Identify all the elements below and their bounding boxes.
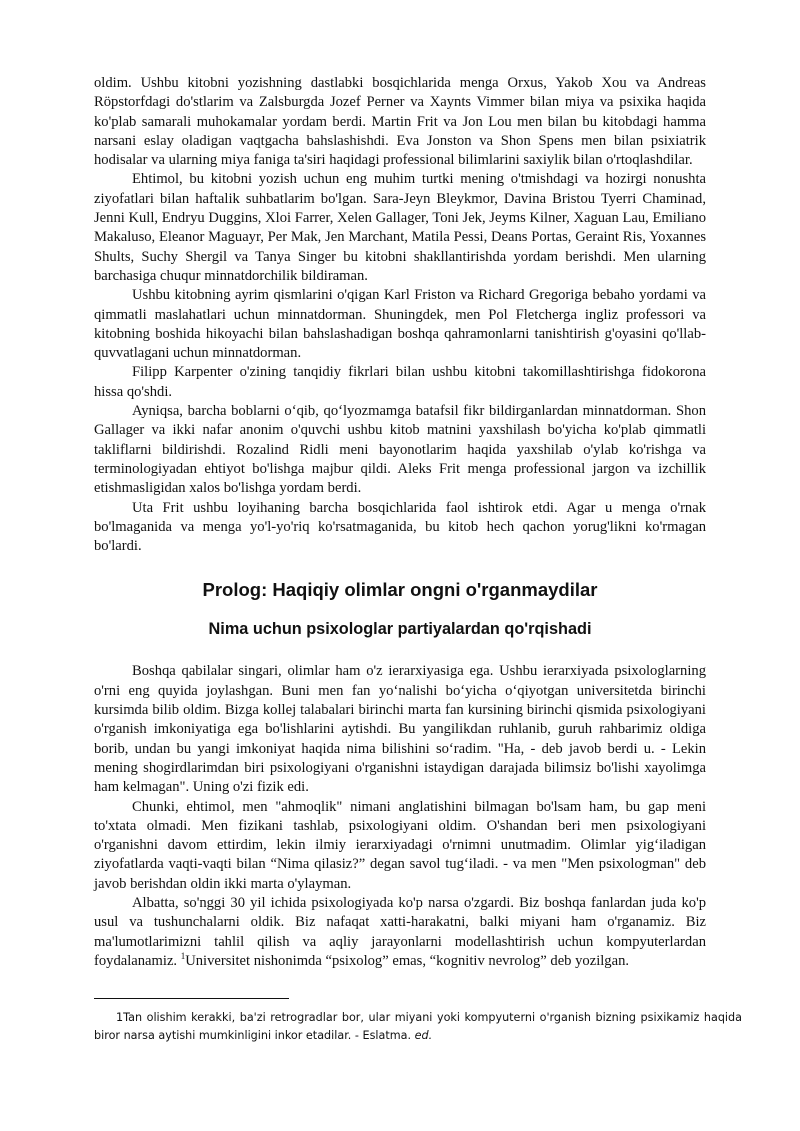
paragraph: Uta Frit ushbu loyihaning barcha bosqichlarida faol ishtirok etdi. Agar u menga o'rnak bo'lmaganida va menga yo'l-yo'riq ko'rsatmaganida, bu kitob hech qachon yorug'likni ko'rmagan bo'lardi. xyxy=(94,499,706,555)
paragraph: Ushbu kitobning ayrim qismlarini o'qigan Karl Friston va Richard Gregoriga bebaho yordami va qimmatli maslahatlari uchun minnatdorman. Shuningdek, men Pol Fletcherga ingliz professori va kitobning boshida hikoyachi bilan bahslashadigan boshqa qahramonlarni tanishtirish g'oyasini qo'llab-quvvatlagani uchun minnatdorman. xyxy=(94,287,706,362)
paragraph: Boshqa qabilalar singari, olimlar ham o'z ierarxiyasiga ega. Ushbu ierarxiyada psixologlarning o'rni eng quyida joylashgan. Buni men fan yo‘nalishi bo‘yicha o‘qiyotgan universitetda birinchi kursimda bilib oldim. Bizga kollej talabalari birinchi marta fan kursining birinchi qismida psixologiyani o'rganish imkoniyatiga ega bo'lishlarini aytishdi. Bu yangilikdan ruhlanib, guruh rahbarimiz oldiga borib, undan bu yangi imkoniyat haqida nima bilishini so‘radim. "Ha, - deb javob berdi u. - Lekin mening shogirdlarimdan biri psixologiyani o'rganishni istaydigan darajada bilimsiz bo'lishi xayolimga ham kelmagan". Uning o'zi fizik edi. xyxy=(94,663,706,796)
paragraph-text: Albatta, so'nggi 30 yil ichida psixologiyada ko'p narsa o'zgardi. Biz boshqa fanlardan juda ko'p usul va tushunchalarni oldik. Biz nafaqat xatti-harakatni, balki miyani ham o'rganamiz. Biz ma'lumotlarimizni tahlil qilish va aqliy jarayonlarni modellashtirish uchun kompyuterlardan foydalanamiz. xyxy=(94,894,706,969)
paragraph: Ayniqsa, barcha boblarni o‘qib, qo‘lyozmamga batafsil fikr bildirganlardan minnatdorman. Shon Gallager va ikki nafar anonim o'quvchi ushbu kitob matnini yaxshilash bo'yicha ko'plab qimmatli takliflarni bildirishdi. Rozalind Ridli meni bayonotlarim haqida yaxshilab o'ylab ko'rishga va terminologiyadan ehtiyot bo'lishga majbur qildi. Aleks Frit menga professional jargon va izchillik etishmasligidan xalos bo'lishga yordam berdi. xyxy=(94,403,706,497)
paragraph-text: Universitet nishonimda “psixolog” emas, “kognitiv nevrolog” deb yozilgan. xyxy=(185,952,630,969)
page-body xyxy=(94,74,706,971)
footnote-editor-mark: ed. xyxy=(414,1028,433,1042)
footnote-divider xyxy=(94,998,289,999)
footnote xyxy=(94,1009,742,1044)
footnote-text: Tan olishim kerakki, ba'zi retrogradlar bor, ular miyani yoki kompyuterni o'rganish bizning psixikamiz haqida biror narsa aytishi mumkinligini inkor etadilar. - Eslatma. xyxy=(94,1011,742,1042)
paragraph: Chunki, ehtimol, men "ahmoqlik" nimani anglatishini bilmagan bo'lsam ham, bu gap meni to'xtata olmadi. Men fizikani tashlab, psixologiyani oldim. O'shandan beri men psixologiyani o'rganishni davom ettirdim, lekin ilmiy ierarxiyadagi o'rnimni unutmadim. Olimlar yig‘iladigan ziyofatlarda vaqti-vaqti bilan “Nima qilasiz?” degan savol tug‘iladi. - va men "Men psixologman" deb javob berishdan oldin ikki marta o'ylayman. xyxy=(94,798,706,892)
footnote-number: 1 xyxy=(116,1011,124,1024)
paragraph: Ehtimol, bu kitobni yozish uchun eng muhim turtki mening o'tmishdagi va hozirgi nonushta ziyofatlari bilan haftalik suhbatlarim bo'lgan. Sara-Jeyn Bleykmor, Davina Bristou Tyerri Chaminad, Jenni Kull, Endryu Duggins, Xloi Farrer, Xelen Gallager, Toni Jek, Jeyms Kilner, Xaguan Lau, Emiliano Makaluso, Eleanor Maguayr, Per Mak, Jen Marchant, Matila Pessi, Deans Portas, Geraint Ris, Yoxannes Shults, Suchy Shergil va Tanya Singer bu kitobni shakllantirishda yordam berishdi. Men ularning barchasiga chuqur minnatdorchilik bildiraman. xyxy=(94,171,706,284)
section-subtitle: Nima uchun psixologlar partiyalardan qo'rqishadi xyxy=(208,620,592,639)
paragraph: oldim. Ushbu kitobni yozishning dastlabki bosqichlarida menga Orxus, Yakob Xou va Andreas Röpstorfdagi do'stlarim va Zalsburgda Jozef Perner va Xaynts Vimmer bilan miya va psixika haqida ko'plab samarali muhokamalar yordam berdi. Martin Frit va Jon Lou men bilan bu kitobdagi hamma narsani eslay oladigan vaqtgacha bahslashishdi. Eva Jonston va Shon Spens men bilan psixiatrik hodisalar va ularning miya faniga ta'siri haqidagi professional bilimlarini saxiylik bilan o'rtoqlashdilar. xyxy=(94,75,706,169)
chapter-title: Prolog: Haqiqiy olimlar ongni o'rganmaydilar xyxy=(202,579,598,601)
paragraph-with-footnote xyxy=(94,894,706,971)
paragraph: Filipp Karpenter o'zining tanqidiy fikrlari bilan ushbu kitobni takomillashtirishga fidokorona hissa qo'shdi. xyxy=(94,364,706,400)
footnote-reference[interactable]: 1 xyxy=(180,951,186,962)
